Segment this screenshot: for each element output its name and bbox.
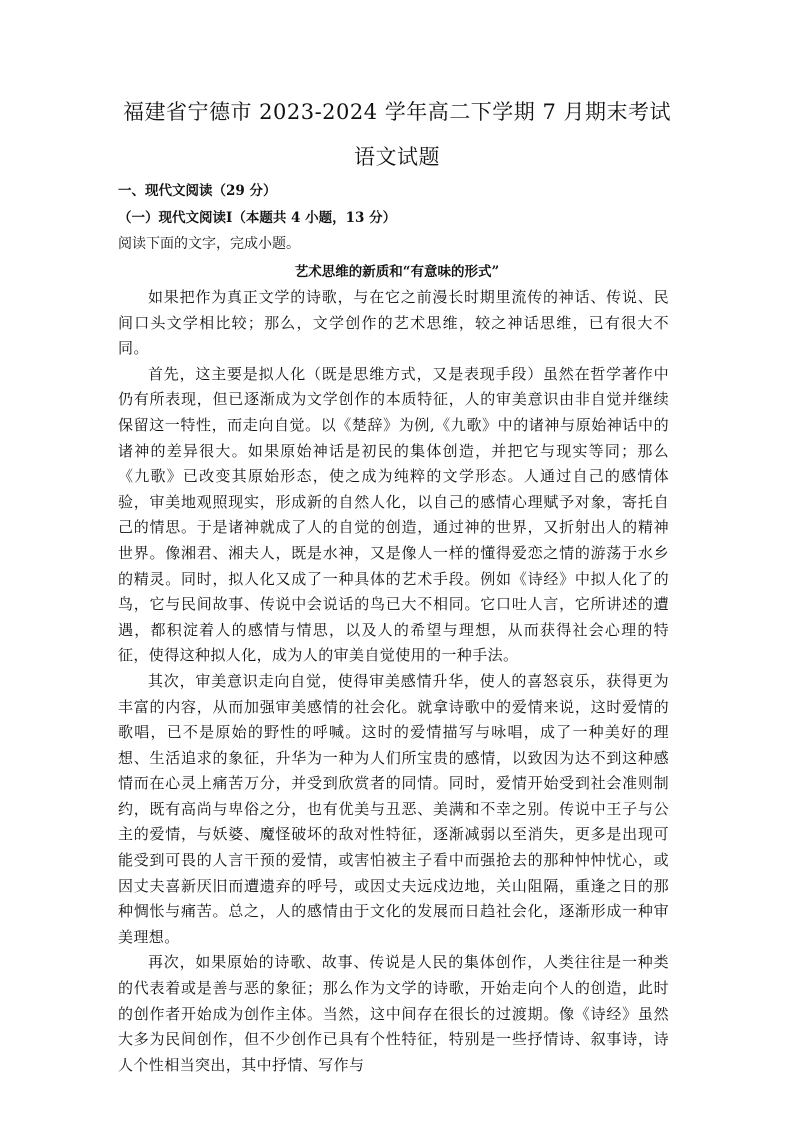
article-paragraph: 再次，如果原始的诗歌、故事、传说是人民的集体创作，人类往往是一种类的代表着或是善与恶的象征；那么作为文学的诗歌，开始走向个人的创造，此时的创作者开始成为创作主体。当然，这中间存在很长的过渡期。像《诗经》虽然大多为民间创作，但不少创作已具有个性特征，特别是一些抒情诗、叙事诗，诗人个性相当突出，其中抒情、写作与 — [118, 953, 669, 1074]
reading-instruction: 阅读下面的文字，完成小题。 — [118, 236, 300, 252]
article-paragraph: 其次，审美意识走向自觉，使得审美感情升华，使人的喜怒哀乐，获得更为丰富的内容，从而加强审美感情的社会化。就拿诗歌中的爱情来说，这时爱情的歌唱，已不是原始的野性的呼喊。这时的爱情描写与咏唱，成了一种美好的理想、生活追求的象征，升华为一种为人们所宝贵的感情，以致因为达不到这种感情而在心灵上痛苦万分，并受到欣赏者的同情。同时，爱情开始受到社会准则制约，既有高尚与卑俗之分，也有优美与丑恶、美满和不幸之别。传说中王子与公主的爱情，与妖婆、魔怪破坏的敌对性特征，逐渐减弱以至消失，更多是出现可能受到可畏的人言干预的爱情，或害怕被主子看中而强抢去的那种忡忡忧心，或因丈夫喜新厌旧而遭遗弃的呼号，或因丈夫远戍边地，关山阻隔，重逢之日的那种惆怅与痛苦。总之，人的感情由于文化的发展而日趋社会化，逐渐形成一种审美理想。 — [118, 671, 669, 946]
section-heading-modern-reading: 一、现代文阅读（29 分） — [118, 183, 277, 199]
document-subtitle: 语文试题 — [354, 145, 440, 169]
article-paragraph: 如果把作为真正文学的诗歌，与在它之前漫长时期里流传的神话、传说、民间口头文学相比较；那么，文学创作的艺术思维，较之神话思维，已有很大不同。 — [118, 288, 669, 358]
document-title: 福建省宁德市 2023-2024 学年高二下学期 7 月期末考试 — [122, 100, 672, 124]
subsection-heading-reading-1: （一）现代文阅读Ⅰ（本题共 4 小题，13 分） — [118, 210, 397, 226]
article-paragraph: 首先，这主要是拟人化（既是思维方式，又是表现手段）虽然在哲学著作中仍有所表现，但已逐渐成为文学创作的本质特征，人的审美意识由非自觉并继续保留这一特性，而走向自觉。以《楚辞》为例,《九歌》中的诸神与原始神话中的诸神的差异很大。如果原始神话是初民的集体创造，并把它与现实等同；那么《九歌》已改变其原始形态，使之成为纯粹的文学形态。人通过自己的感情体验，审美地观照现实，形成新的自然人化，以自己的感情心理赋予对象，寄托自己的情思。于是诸神就成了人的自觉的创造，通过神的世界，又折射出人的精神世界。像湘君、湘夫人，既是水神，又是像人一样的懂得爱恋之情的游荡于水乡的精灵。同时，拟人化又成了一种具体的艺术手段。例如《诗经》中拟人化了的鸟，它与民间故事、传说中会说话的鸟已大不相同。它口吐人言，它所讲述的遭遇，都积淀着人的感情与情思，以及人的希望与理想，从而获得社会心理的特征，使得这种拟人化，成为人的审美自觉使用的一种手法。 — [118, 364, 669, 665]
article-body — [118, 285, 669, 1078]
article-title: 艺术思维的新质和“有意味的形式” — [294, 264, 500, 280]
